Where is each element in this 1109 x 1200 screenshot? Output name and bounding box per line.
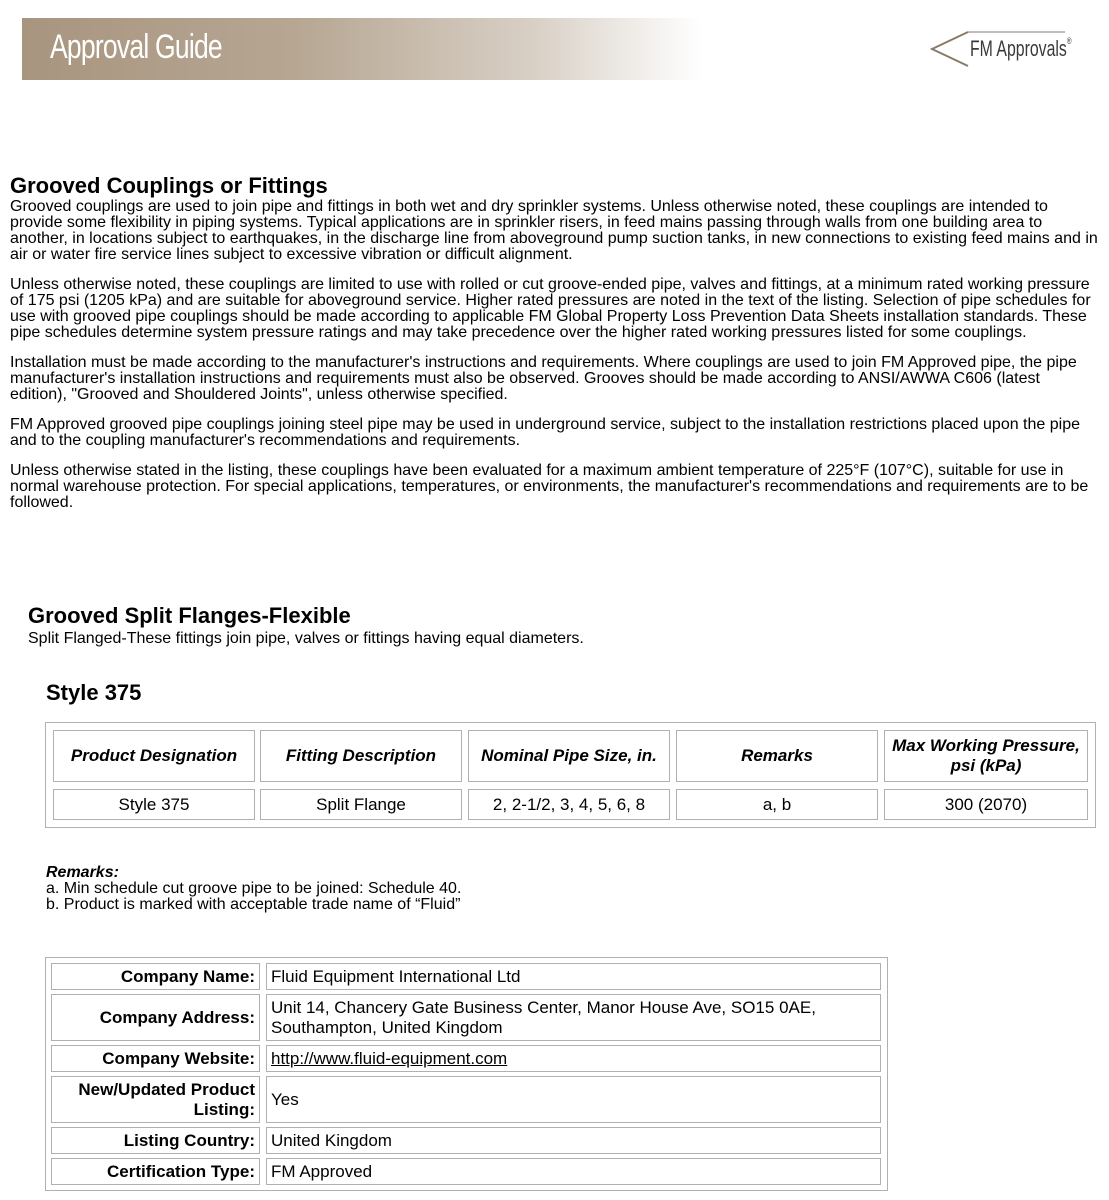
header-product-designation: Product Designation (53, 730, 255, 782)
company-table (45, 957, 888, 1191)
cell-fitting-description: Split Flange (260, 789, 462, 820)
subsection-title: Grooved Split Flanges-Flexible (28, 603, 351, 628)
listing-country-label: Listing Country: (51, 1127, 260, 1154)
fm-approvals-logo (930, 30, 1070, 70)
listing-country-value: United Kingdom (266, 1127, 881, 1154)
intro-paragraph: Unless otherwise stated in the listing, these couplings have been evaluated for a maximum ambient temperature of 225°F (107°C), suitable for use in normal warehouse protection. For special applications, temperatures, or environments, the manufacturer's recommendations and requirements are to be followed. (10, 462, 1089, 511)
logo-text: FM Approvals (970, 36, 1067, 61)
subsection-description: Split Flanged-These fittings join pipe, valves or fittings having equal diameters. (28, 630, 584, 647)
cell-max-working-pressure: 300 (2070) (884, 789, 1088, 820)
certification-type-label: Certification Type: (51, 1158, 260, 1185)
company-address-label: Company Address: (51, 994, 260, 1041)
logo-trademark: ® (1066, 36, 1072, 46)
intro-paragraph: Installation must be made according to the manufacturer's instructions and requirements. Where couplings are used to join FM Approved pipe, the pipe manufacturer's installation instructions and requirements must also be observed. Grooves should be made according to ANSI/AWWA C606 (latest edition), "Grooved and Shouldered Joints", unless otherwise specified. (10, 354, 1077, 403)
remark-item: a. Min schedule cut groove pipe to be joined: Schedule 40. (46, 880, 462, 897)
remarks (46, 865, 461, 913)
intro-paragraph: FM Approved grooved pipe couplings joining steel pipe may be used in underground service, subject to the installation restrictions placed upon the pipe and to the coupling manufacturer's recommendations and requirements. (10, 416, 1080, 449)
company-name-label: Company Name: (51, 963, 260, 990)
header-max-working-pressure: Max Working Pressure, psi (kPa) (884, 730, 1088, 782)
company-address-value: Unit 14, Chancery Gate Business Center, Manor House Ave, SO15 0AE, Southampton, United Kingdom (266, 994, 881, 1041)
new-updated-listing-value: Yes (266, 1076, 881, 1123)
new-updated-listing-label: New/Updated Product Listing: (51, 1076, 260, 1123)
company-website-link[interactable]: http://www.fluid-equipment.com (271, 1048, 508, 1068)
certification-type-value: FM Approved (266, 1158, 881, 1185)
remark-item: b. Product is marked with acceptable trade name of “Fluid” (46, 896, 461, 913)
intro-paragraph: Grooved couplings are used to join pipe and fittings in both wet and dry sprinkler systems. Unless otherwise noted, these couplings are intended to provide some flexibility in piping systems. Typical applications are in sprinkler risers, in feed mains passing through walls from one building area to another, in locations subject to earthquakes, in the discharge line from aboveground pump suction tanks, in new connections to existing feed mains and in air or water fire service lines subject to excessive vibration or difficult alignment. (10, 198, 1098, 263)
header-fitting-description: Fitting Description (260, 730, 462, 782)
company-website-cell (266, 1045, 881, 1072)
cell-remarks: a, b (676, 789, 878, 820)
product-table (45, 722, 1096, 828)
cell-product-designation: Style 375 (53, 789, 255, 820)
header-remarks: Remarks (676, 730, 878, 782)
intro-text (10, 199, 1100, 525)
remarks-title: Remarks: (46, 864, 119, 881)
company-name-value: Fluid Equipment International Ltd (266, 963, 881, 990)
cell-nominal-pipe-size: 2, 2-1/2, 3, 4, 5, 6, 8 (468, 789, 670, 820)
header-nominal-pipe-size: Nominal Pipe Size, in. (468, 730, 670, 782)
style-title: Style 375 (46, 680, 142, 705)
page-title: Approval Guide (50, 28, 222, 66)
company-website-label: Company Website: (51, 1045, 260, 1072)
intro-paragraph: Unless otherwise noted, these couplings are limited to use with rolled or cut groove-ended pipe, valves and fittings, at a minimum rated working pressure of 175 psi (1205 kPa) and are suitable for aboveground service. Higher rated pressures are noted in the text of the listing. Selection of pipe schedules for use with grooved pipe couplings should be made according to applicable FM Global Property Loss Prevention Data Sheets installation standards. These pipe schedules determine system pressure ratings and may take precedence over the higher rated working pressures listed for some couplings. (10, 276, 1091, 341)
section-title: Grooved Couplings or Fittings (10, 173, 328, 198)
